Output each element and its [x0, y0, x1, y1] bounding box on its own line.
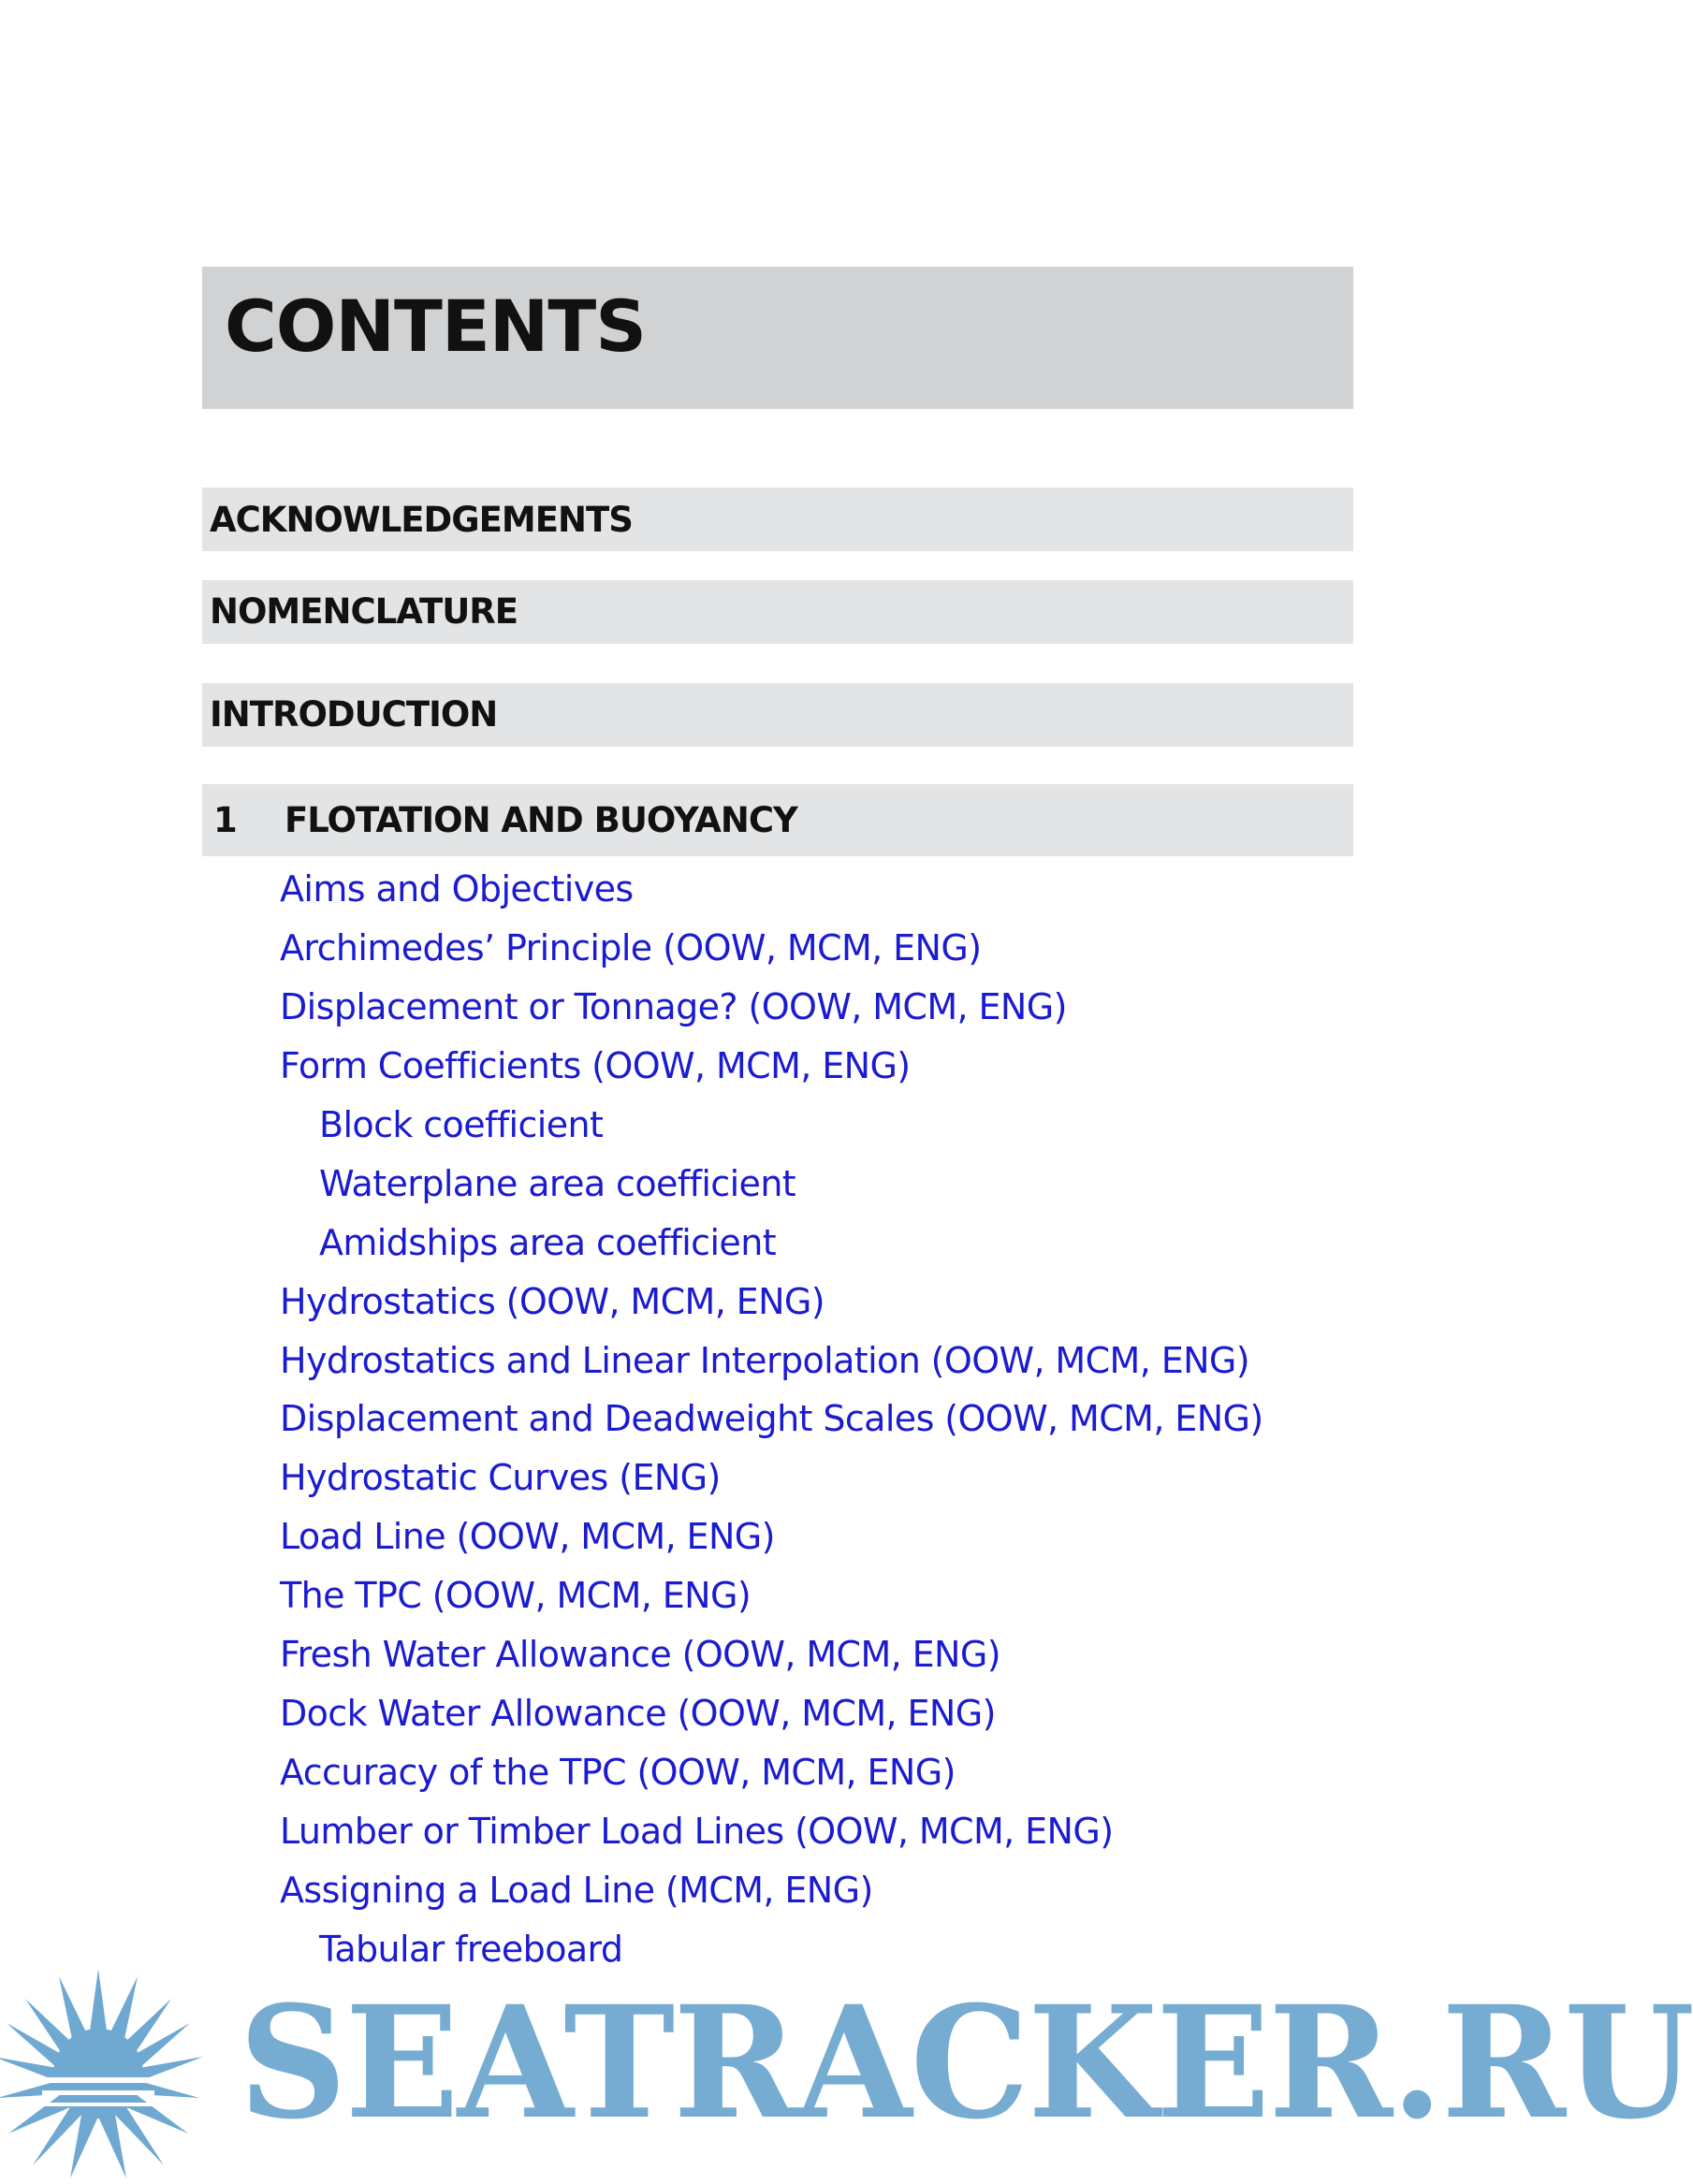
watermark-text: SEATRACKER.RU [239, 1972, 1693, 2153]
toc-entry-hydrostatics[interactable]: Hydrostatics (OOW, MCM, ENG) [280, 1281, 825, 1322]
toc-entry-displacement-tonnage[interactable]: Displacement or Tonnage? (OOW, MCM, ENG) [280, 986, 1067, 1027]
sun-icon [0, 1969, 203, 2178]
toc-entry-tpc[interactable]: The TPC (OOW, MCM, ENG) [280, 1575, 752, 1616]
chapter-number: 1 [213, 800, 238, 840]
toc-entry-form-coefficients[interactable]: Form Coefficients (OOW, MCM, ENG) [280, 1045, 911, 1086]
chapter-1-heading[interactable] [202, 784, 1353, 856]
toc-entry-aims-objectives[interactable]: Aims and Objectives [280, 868, 634, 910]
toc-entry-dock-water-allowance[interactable]: Dock Water Allowance (OOW, MCM, ENG) [280, 1693, 996, 1734]
toc-entry-archimedes-principle[interactable]: Archimedes’ Principle (OOW, MCM, ENG) [280, 927, 982, 968]
toc-entry-load-line[interactable]: Load Line (OOW, MCM, ENG) [280, 1516, 775, 1557]
toc-entry-fresh-water-allowance[interactable]: Fresh Water Allowance (OOW, MCM, ENG) [280, 1634, 1000, 1675]
toc-entry-hydrostatics-interpolation[interactable]: Hydrostatics and Linear Interpolation (OOW, MCM, ENG) [280, 1340, 1250, 1381]
section-nomenclature[interactable] [202, 580, 1353, 644]
toc-entry-accuracy-tpc[interactable]: Accuracy of the TPC (OOW, MCM, ENG) [280, 1752, 956, 1793]
section-acknowledgements[interactable] [202, 488, 1353, 551]
section-introduction[interactable] [202, 683, 1353, 747]
section-label: NOMENCLATURE [210, 591, 518, 632]
toc-subentry-amidships-coefficient[interactable]: Amidships area coefficient [319, 1222, 776, 1263]
toc-entry-displacement-deadweight-scales[interactable]: Displacement and Deadweight Scales (OOW, MCM, ENG) [280, 1398, 1263, 1439]
toc-entry-lumber-timber-load-lines[interactable]: Lumber or Timber Load Lines (OOW, MCM, ENG) [280, 1811, 1114, 1852]
toc-entry-hydrostatic-curves[interactable]: Hydrostatic Curves (ENG) [280, 1457, 721, 1498]
toc-entry-assigning-load-line[interactable]: Assigning a Load Line (MCM, ENG) [280, 1870, 873, 1911]
toc-subentry-tabular-freeboard[interactable]: Tabular freeboard [319, 1929, 623, 1970]
toc-subentry-block-coefficient[interactable]: Block coefficient [319, 1104, 604, 1145]
section-label: INTRODUCTION [210, 694, 498, 735]
page-title: CONTENTS [225, 284, 646, 368]
toc-subentry-waterplane-coefficient[interactable]: Waterplane area coefficient [319, 1163, 796, 1204]
contents-header [202, 267, 1353, 409]
section-label: ACKNOWLEDGEMENTS [210, 500, 633, 540]
chapter-title: FLOTATION AND BUOYANCY [285, 800, 797, 840]
